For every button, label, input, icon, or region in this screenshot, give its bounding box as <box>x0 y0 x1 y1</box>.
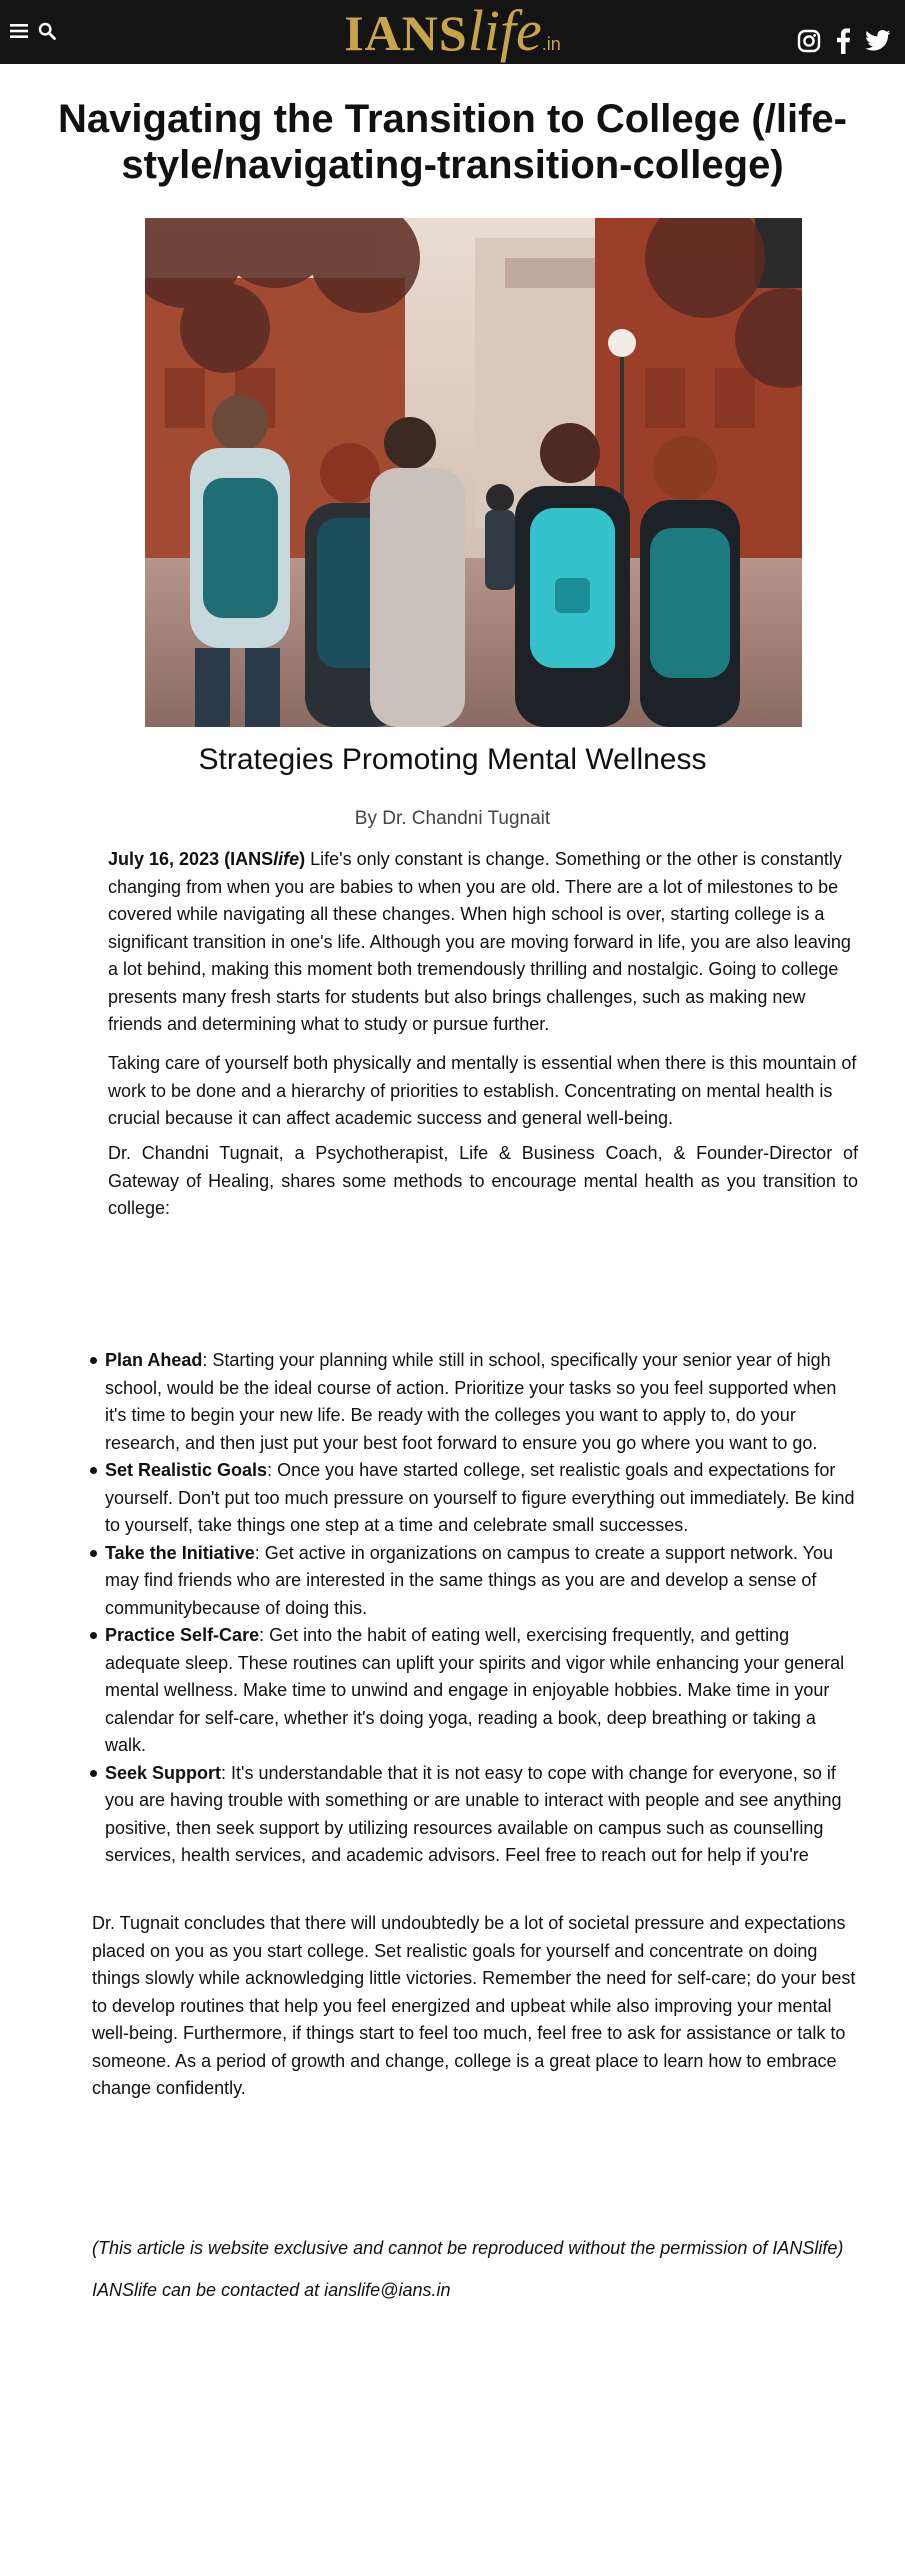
bullet-icon <box>90 1467 97 1474</box>
tips-list <box>88 1347 858 1870</box>
article-paragraph-conclusion: Dr. Tugnait concludes that there will undoubtedly be a lot of societal pressure and expectations placed on you as you start college. Set realistic goals for yourself and concentrate on doing things slowly while acknowledging little victories. Remember the need for self-care; do your best to develop routines that help you feel energized and upbeat while also improving your mental well-being. Furthermore, if things start to feel too much, feel free to ask for assistance or talk to someone. As a period of growth and change, college is a great place to learn how to embrace change confidently. <box>92 1913 856 2098</box>
logo-brand: IANS <box>344 5 468 61</box>
tip-text: : Starting your planning while still in school, specifically your senior year of high school, would be the ideal course of action. Prioritize your tasks so you feel supported when it's time to begin your new life. Be ready with the colleges you want to apply to, do your research, and then just put your best foot forward to ensure you go where you want to go. <box>105 1350 837 1453</box>
dateline-suffix: ) <box>299 849 306 869</box>
tip-heading: Take the Initiative <box>105 1542 255 1563</box>
tip-heading: Plan Ahead <box>105 1350 203 1370</box>
bullet-icon <box>90 1550 97 1557</box>
dateline-prefix: July 16, 2023 (IANS <box>108 849 274 869</box>
logo-tld: .in <box>541 34 561 54</box>
dateline-italic: life <box>273 849 300 869</box>
tip-text: : Get active in organizations on campus to create a support network. You may find friends who are interested in the same things as you are and develop a sense of communitybecause of doing this. <box>105 1542 834 1618</box>
list-item <box>88 1540 858 1623</box>
top-navigation-bar <box>0 0 905 64</box>
tip-text: : It's understandable that it is not easy to cope with change for everyone, so if you are having trouble with something or are unable to interact with people and see anything positive, then seek support by utilizing resources available on campus such as counselling services, health services, and academic advisors. Feel free to reach out for help if you're <box>105 1762 842 1865</box>
bullet-icon <box>90 1357 97 1364</box>
tip-heading: Practice Self-Care <box>105 1625 260 1645</box>
tip-text: : Get into the habit of eating well, exercising frequently, and getting adequate sleep. These routines can uplift your spirits and vigor while enhancing your general mental wellness. Make time to unwind and engage in enjoyable hobbies. Make time in your calendar for self-care, whether it's doing yoga, reading a book, deep breathing or taking a walk. <box>105 1625 845 1755</box>
article-title: Navigating the Transition to College (/life-style/navigating-transition-college) <box>58 97 847 187</box>
twitter-icon[interactable] <box>865 30 891 52</box>
list-item <box>88 1622 858 1760</box>
article-subtitle: Strategies Promoting Mental Wellness <box>198 743 707 776</box>
hero-image <box>145 218 802 727</box>
site-logo[interactable] <box>0 0 905 63</box>
logo-life: life <box>467 0 542 63</box>
article-paragraph-intro <box>108 846 858 1039</box>
list-item <box>88 1347 858 1457</box>
tip-text: : Once you have started college, set realistic goals and expectations for yourself. Don't put too much pressure on yourself to figure everything out immediately. Be kind to yourself, take things one step at a time and celebrate small successes. <box>105 1460 855 1535</box>
list-item <box>88 1760 858 1870</box>
instagram-icon[interactable] <box>797 29 821 53</box>
dateline <box>108 849 305 869</box>
paragraph-text: Life's only constant is change. Something or the other is constantly changing from when you are babies to when you are old. There are a lot of milestones to be covered while navigating all these changes. When high school is over, starting college is a significant transition in one's life. Although you are moving forward in life, you are also leaving a lot behind, making this moment both tremendously thrilling and nostalgic. Going to college presents many fresh starts for students but also brings challenges, such as making new friends and determining what to study or pursue further. <box>108 849 851 1034</box>
copyright-note: (This article is website exclusive and cannot be reproduced without the permission of IANSlife) <box>92 2238 844 2258</box>
article-paragraph-3: Dr. Chandni Tugnait, a Psychotherapist, Life & Business Coach, & Founder-Director of Gateway of Healing, shares some methods to encourage mental health as you transition to college: <box>108 1143 858 1218</box>
bullet-icon <box>90 1632 97 1639</box>
article-byline: By Dr. Chandni Tugnait <box>354 808 551 829</box>
tip-heading: Set Realistic Goals <box>105 1460 268 1480</box>
bullet-icon <box>90 1770 97 1777</box>
facebook-icon[interactable] <box>835 28 851 54</box>
tip-heading: Seek Support <box>105 1762 222 1783</box>
list-item <box>88 1457 858 1540</box>
social-icons <box>797 28 891 54</box>
contact-note: IANSlife can be contacted at ianslife@ians.in <box>92 2280 451 2300</box>
article-paragraph-2: Taking care of yourself both physically and mentally is essential when there is this mountain of work to be done and a hierarchy of priorities to establish. Concentrating on mental health is crucial because it can affect academic success and general well-being. <box>108 1053 857 1128</box>
